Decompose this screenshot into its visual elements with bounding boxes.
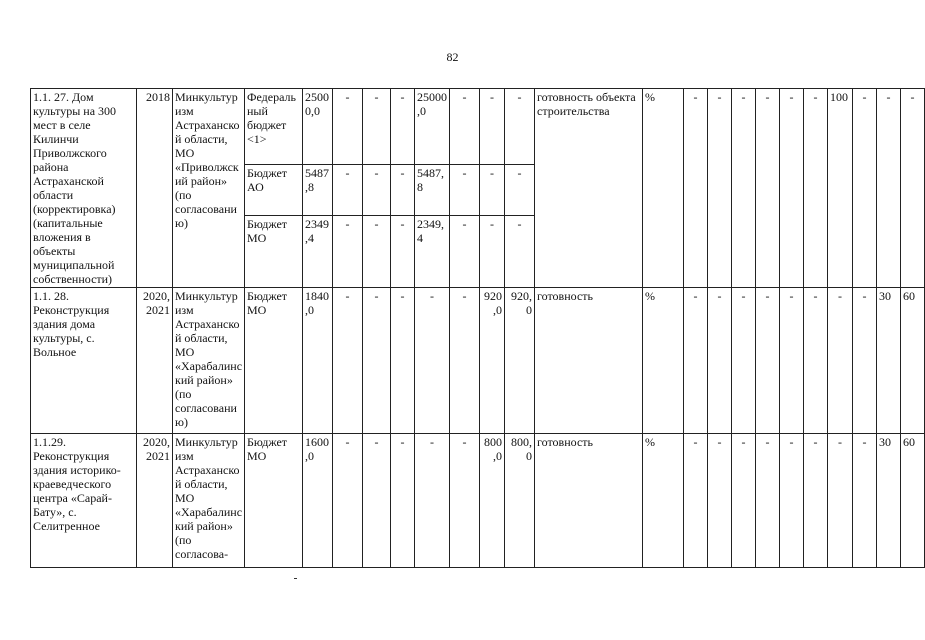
target-cell: - <box>684 434 708 568</box>
measure-name: 1.1. 28. Реконструкция здания дома культуры, с. Вольное <box>31 288 137 434</box>
target-cell: - <box>780 288 804 434</box>
measure-name: 1.1.29. Реконструкция здания историко-краеведческого центра «Сарай-Бату», с. Селитренное <box>31 434 137 568</box>
value-cell: - <box>333 434 363 568</box>
funding-source: Бюджет АО <box>245 165 303 216</box>
target-cell: - <box>780 89 804 288</box>
value-cell: - <box>333 216 363 288</box>
indicator-unit: % <box>643 434 684 568</box>
value-cell: - <box>505 216 535 288</box>
value-cell: - <box>333 165 363 216</box>
target-cell: - <box>708 434 732 568</box>
value-cell: - <box>363 288 391 434</box>
target-cell: - <box>684 89 708 288</box>
table-row <box>31 434 925 568</box>
target-cell: - <box>828 434 853 568</box>
target-cell: - <box>804 89 828 288</box>
target-cell: - <box>756 434 780 568</box>
value-cell: - <box>363 165 391 216</box>
target-cell: 60 <box>901 288 925 434</box>
target-cell: - <box>732 434 756 568</box>
value-cell: 25000,0 <box>415 89 450 165</box>
target-cell: 100 <box>828 89 853 288</box>
value-cell: - <box>333 288 363 434</box>
value-cell: - <box>363 216 391 288</box>
value-cell: 920,0 <box>480 288 505 434</box>
target-cell: 60 <box>901 434 925 568</box>
value-cell: - <box>450 288 480 434</box>
target-cell: - <box>901 89 925 288</box>
target-cell: - <box>877 89 901 288</box>
measure-year: 2018 <box>137 89 173 288</box>
target-cell: - <box>780 434 804 568</box>
target-cell: - <box>756 89 780 288</box>
target-cell: 30 <box>877 434 901 568</box>
funding-source: Бюджет МО <box>245 434 303 568</box>
target-cell: - <box>804 288 828 434</box>
value-cell: 5487,8 <box>415 165 450 216</box>
value-total: 5487,8 <box>303 165 333 216</box>
value-cell: 800,0 <box>480 434 505 568</box>
value-cell: - <box>391 434 415 568</box>
table-row <box>31 288 925 434</box>
target-cell: 30 <box>877 288 901 434</box>
table-row <box>31 89 925 165</box>
target-cell: - <box>732 288 756 434</box>
target-cell: - <box>732 89 756 288</box>
value-cell: - <box>391 216 415 288</box>
value-cell: - <box>450 434 480 568</box>
value-cell: - <box>480 165 505 216</box>
measure-executor: Минкультуризм Астраханской области, МО «Приволжский район» (по согласованию) <box>173 89 245 288</box>
value-cell: - <box>391 89 415 165</box>
measure-executor: Минкультуризм Астраханской области, МО «Харабалинский район» (по согласова- <box>173 434 245 568</box>
target-cell: - <box>708 89 732 288</box>
funding-source: Бюджет МО <box>245 216 303 288</box>
value-cell: - <box>391 165 415 216</box>
target-cell: - <box>708 288 732 434</box>
value-cell: 800,0 <box>505 434 535 568</box>
target-cell: - <box>828 288 853 434</box>
indicator-unit: % <box>643 89 684 288</box>
funding-source: Бюджет МО <box>245 288 303 434</box>
value-total: 1600,0 <box>303 434 333 568</box>
page-number: 82 <box>446 50 459 64</box>
value-cell: - <box>480 89 505 165</box>
indicator-unit: % <box>643 288 684 434</box>
value-cell: - <box>505 89 535 165</box>
value-cell: - <box>363 89 391 165</box>
value-cell: - <box>391 288 415 434</box>
value-total: 25000,0 <box>303 89 333 165</box>
value-cell: - <box>450 165 480 216</box>
value-cell: - <box>480 216 505 288</box>
target-cell: - <box>756 288 780 434</box>
measure-year: 2020, 2021 <box>137 434 173 568</box>
indicator-name: готовность <box>535 288 643 434</box>
value-total: 1840,0 <box>303 288 333 434</box>
target-cell: - <box>853 288 877 434</box>
target-cell: - <box>684 288 708 434</box>
funding-source: Федеральный бюджет <1> <box>245 89 303 165</box>
value-cell: - <box>505 165 535 216</box>
value-cell: - <box>450 216 480 288</box>
scan-speck <box>294 578 297 579</box>
value-cell: - <box>415 434 450 568</box>
program-table <box>30 88 925 568</box>
measure-year: 2020, 2021 <box>137 288 173 434</box>
value-cell: - <box>415 288 450 434</box>
value-cell: - <box>333 89 363 165</box>
target-cell: - <box>853 434 877 568</box>
measure-name: 1.1. 27. Дом культуры на 300 мест в селе Килинчи Приволжского района Астраханской области (корректировка) (капитальные вложения в объекты муниципальной собственности) <box>31 89 137 288</box>
target-cell: - <box>853 89 877 288</box>
value-cell: 920,0 <box>505 288 535 434</box>
indicator-name: готовность <box>535 434 643 568</box>
indicator-name: готовность объекта строительства <box>535 89 643 288</box>
value-total: 2349,4 <box>303 216 333 288</box>
measure-executor: Минкультуризм Астраханской области, МО «Харабалинский район» (по согласованию) <box>173 288 245 434</box>
value-cell: - <box>363 434 391 568</box>
value-cell: 2349,4 <box>415 216 450 288</box>
target-cell: - <box>804 434 828 568</box>
value-cell: - <box>450 89 480 165</box>
